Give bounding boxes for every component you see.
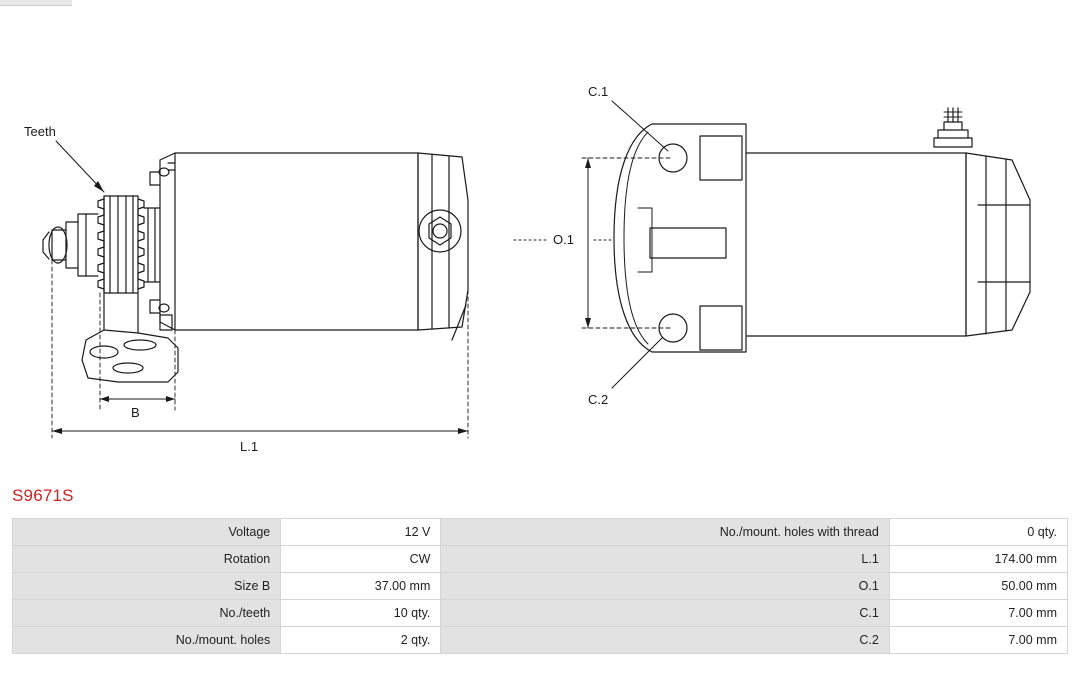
table-row	[13, 573, 1068, 600]
side-view-starter	[43, 141, 468, 438]
label-dim-c2: C.2	[588, 392, 609, 407]
spec-value: 7.00 mm	[889, 600, 1067, 627]
table-row	[13, 627, 1068, 654]
spec-value: 12 V	[281, 519, 441, 546]
spec-value: 174.00 mm	[889, 546, 1067, 573]
spec-key: No./teeth	[13, 600, 281, 627]
table-row	[13, 600, 1068, 627]
spec-key: No./mount. holes with thread	[441, 519, 889, 546]
spec-value: 0 qty.	[889, 519, 1067, 546]
part-number: S9671S	[12, 486, 74, 505]
spec-key: Rotation	[13, 546, 281, 573]
front-view-starter	[514, 101, 1030, 388]
label-dim-l1: L.1	[240, 439, 259, 454]
label-dim-c1: C.1	[588, 84, 609, 99]
spec-key: Voltage	[13, 519, 281, 546]
spec-value: CW	[281, 546, 441, 573]
spec-value: 7.00 mm	[889, 627, 1067, 654]
spec-key: L.1	[441, 546, 889, 573]
spec-key: Size B	[13, 573, 281, 600]
spec-key: O.1	[441, 573, 889, 600]
table-row	[13, 546, 1068, 573]
label-dim-o1: O.1	[553, 232, 574, 247]
spec-value: 37.00 mm	[281, 573, 441, 600]
label-teeth: Teeth	[24, 124, 56, 139]
label-dim-b: B	[131, 405, 140, 420]
spec-key: No./mount. holes	[13, 627, 281, 654]
spec-value: 50.00 mm	[889, 573, 1067, 600]
specifications-table	[12, 518, 1068, 654]
spec-value: 2 qty.	[281, 627, 441, 654]
spec-key: C.1	[441, 600, 889, 627]
table-row	[13, 519, 1068, 546]
spec-value: 10 qty.	[281, 600, 441, 627]
spec-key: C.2	[441, 627, 889, 654]
